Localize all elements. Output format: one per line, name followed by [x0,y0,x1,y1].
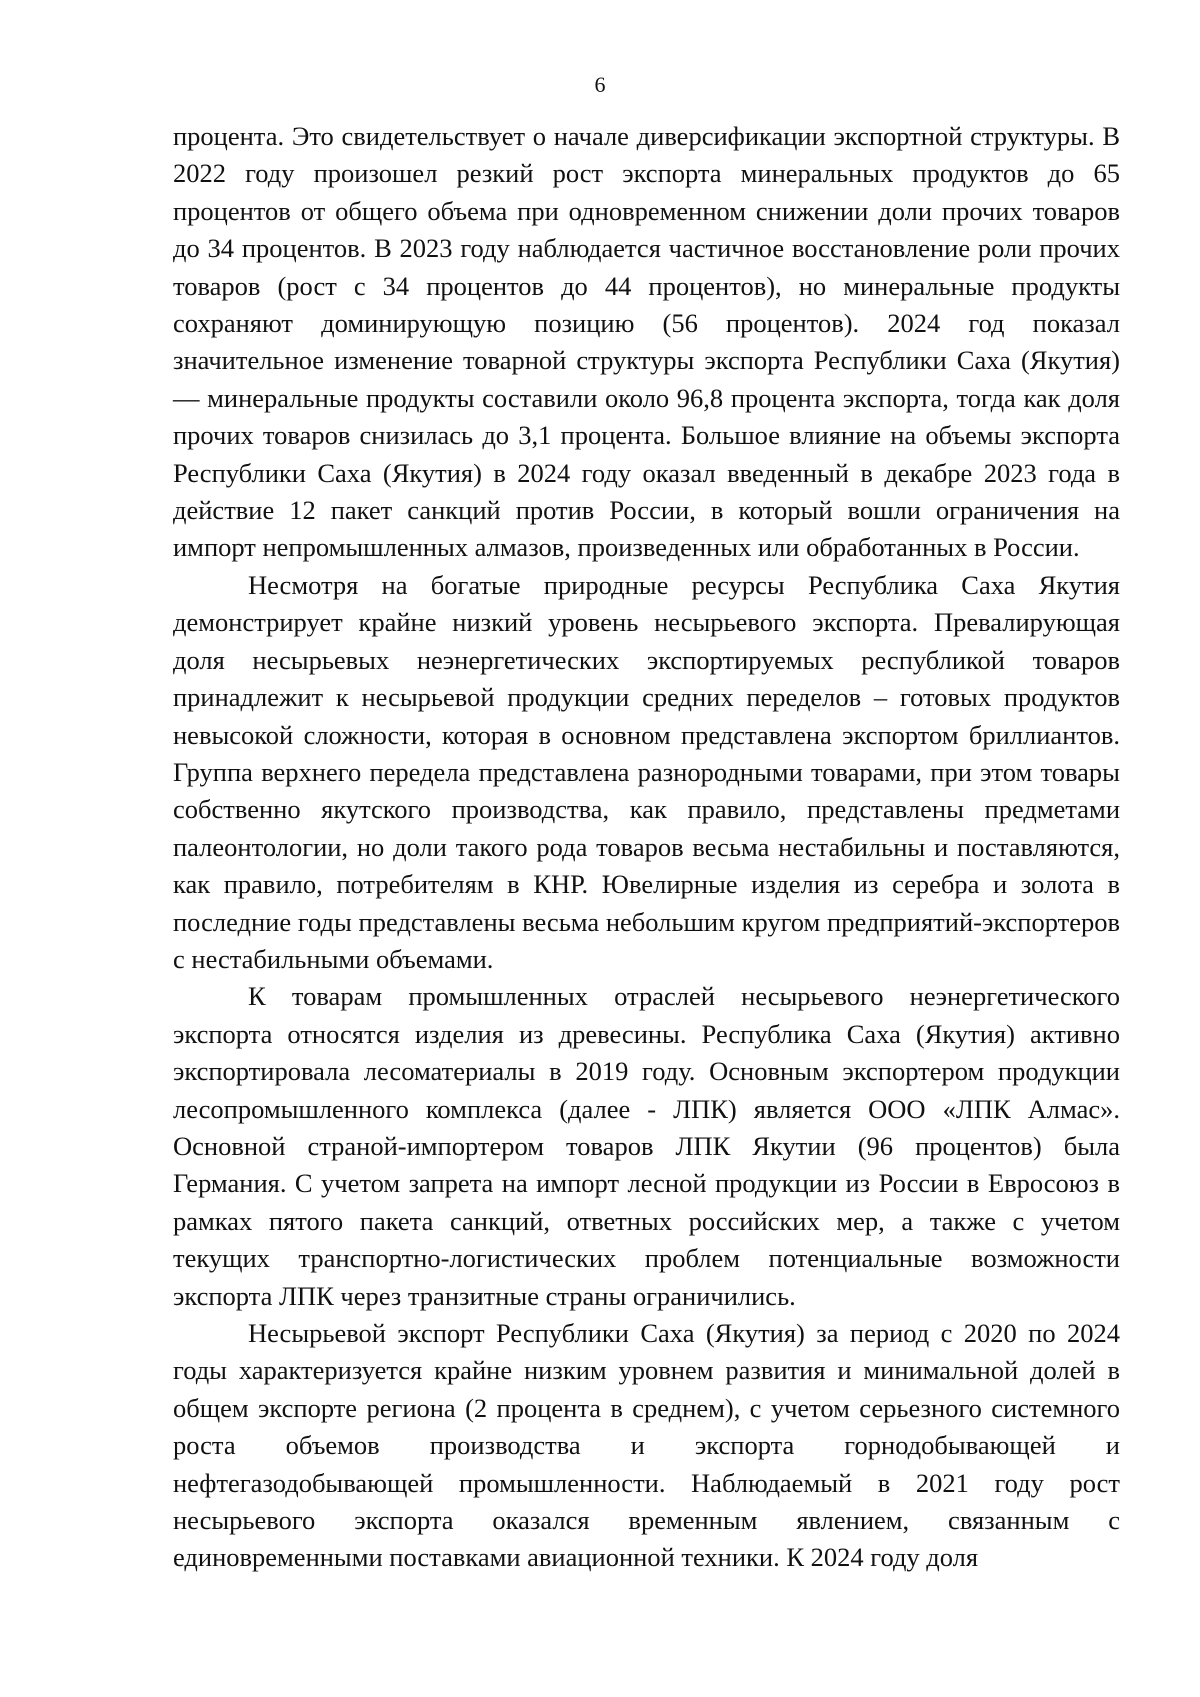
paragraph-3: К товарам промышленных отраслей несырьевого неэнергетического экспорта относятся изделия из древесины. Республика Саха (Якутия) активно экспортировала лесоматериалы в 2019 году. Основным экспортером продукции лесопромышленного комплекса (далее - ЛПК) является ООО «ЛПК Алмас». Основной страной-импортером товаров ЛПК Якутии (96 процентов) была Германия. С учетом запрета на импорт лесной продукции из России в Евросоюз в рамках пятого пакета санкций, ответных российских мер, а также с учетом текущих транспортно-логистических проблем потенциальные возможности экспорта ЛПК через транзитные страны ограничились. [173,981,1120,1311]
document-body [173,118,1120,1577]
paragraph-4: Несырьевой экспорт Республики Саха (Якутия) за период с 2020 по 2024 годы характеризуется крайне низким уровнем развития и минимальной долей в общем экспорте региона (2 процента в среднем), с учетом серьезного системного роста объемов производства и экспорта горнодобывающей и нефтегазодобывающей промышленности. Наблюдаемый в 2021 году рост несырьевого экспорта оказался временным явлением, связанным с единовременными поставками авиационной техники. К 2024 году доля [173,1318,1120,1573]
page-number: 6 [594,72,606,97]
paragraph-1: процента. Это свидетельствует о начале диверсификации экспортной структуры. В 2022 году произошел резкий рост экспорта минеральных продуктов до 65 процентов от общего объема при одновременном снижении доли прочих товаров до 34 процентов. В 2023 году наблюдается частичное восстановление роли прочих товаров (рост с 34 процентов до 44 процентов), но минеральные продукты сохраняют доминирующую позицию (56 процентов). 2024 год показал значительное изменение товарной структуры экспорта Республики Саха (Якутия) — минеральные продукты составили около 96,8 процента экспорта, тогда как доля прочих товаров снизилась до 3,1 процента. Большое влияние на объемы экспорта Республики Саха (Якутия) в 2024 году оказал введенный в декабре 2023 года в действие 12 пакет санкций против России, в который вошли ограничения на импорт непромышленных алмазов, произведенных или обработанных в России. [173,121,1120,563]
paragraph-2: Несмотря на богатые природные ресурсы Республика Саха Якутия демонстрирует крайне низкий уровень несырьевого экспорта. Превалирующая доля несырьевых неэнергетических экспортируемых республикой товаров принадлежит к несырьевой продукции средних переделов – готовых продуктов невысокой сложности, которая в основном представлена экспортом бриллиантов. Группа верхнего передела представлена разнородными товарами, при этом товары собственно якутского производства, как правило, представлены предметами палеонтологии, но доли такого рода товаров весьма нестабильны и поставляются, как правило, потребителям в КНР. Ювелирные изделия из серебра и золота в последние годы представлены весьма небольшим кругом предприятий-экспортеров с нестабильными объемами. [173,569,1120,974]
